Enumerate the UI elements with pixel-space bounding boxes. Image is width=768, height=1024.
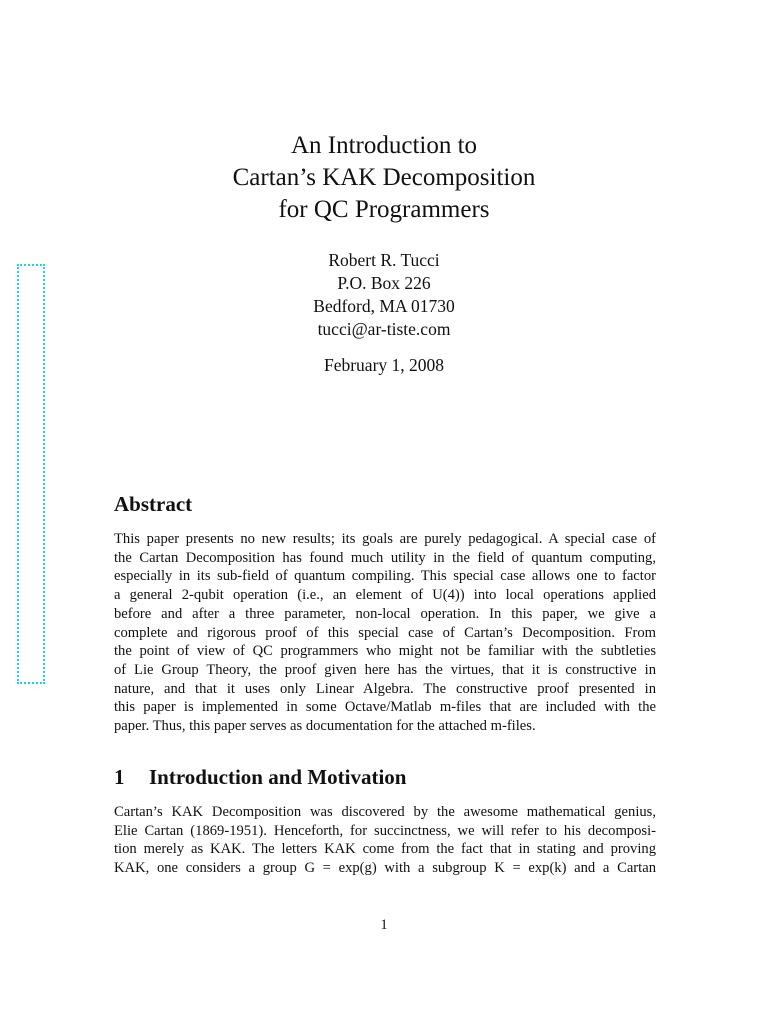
abstract-line: a general 2-qubit operation (i.e., an element of U(4)) into local operations applied (114, 587, 656, 604)
abstract-line: this paper is implemented in some Octave/Matlab m-files that are included with the (114, 699, 656, 716)
section-line: tion merely as KAK. The letters KAK come from the fact that in stating and proving (114, 841, 656, 858)
paper-date: February 1, 2008 (323, 355, 445, 375)
abstract-line: paper. Thus, this paper serves as documentation for the attached m-files. (114, 718, 536, 735)
author-block (0, 249, 768, 341)
section-line: KAK, one considers a group G = exp(g) with a subgroup K = exp(k) and a Cartan (114, 860, 656, 877)
title-line-3: for QC Programmers (278, 196, 490, 223)
abstract-line: of Lie Group Theory, the proof given here has the virtues, that it is constructive in (114, 661, 656, 678)
author-name: Robert R. Tucci (328, 250, 440, 270)
abstract-line: complete and rigorous proof of this special case of Cartan’s Decomposition. From (114, 624, 656, 641)
title-line-2: Cartan’s KAK Decomposition (232, 164, 536, 191)
abstract-line: the point of view of QC programmers who might not be familiar with the subtleties (114, 643, 656, 660)
abstract-line: This paper presents no new results; its goals are purely pedagogical. A special case of (114, 531, 656, 547)
abstract-heading: Abstract (114, 492, 193, 516)
author-address-2: Bedford, MA 01730 (313, 296, 455, 316)
section-line: Elie Cartan (1869-1951). Henceforth, for succinctness, we will refer to his decomposi- (114, 822, 656, 839)
page-number: 1 (380, 917, 388, 933)
section-title: Introduction and Motivation (149, 765, 407, 789)
title-line-1: An Introduction to (290, 132, 478, 159)
abstract-line: before and after a three parameter, non-local operation. In this paper, we give a (114, 605, 656, 622)
arxiv-stamp-box (17, 264, 45, 684)
abstract-body (114, 530, 656, 736)
author-email: tucci@ar-tiste.com (317, 319, 451, 339)
section-body (114, 803, 656, 878)
section-line: Cartan’s KAK Decomposition was discovered by the awesome mathematical genius, (114, 804, 656, 820)
author-address-1: P.O. Box 226 (337, 273, 431, 293)
abstract-line: nature, and that it uses only Linear Algebra. The constructive proof presented in (114, 680, 656, 697)
abstract-line: the Cartan Decomposition has found much utility in the field of quantum computing, (114, 549, 656, 566)
abstract-line: especially in its sub-field of quantum compiling. This special case allows one to factor (114, 568, 656, 585)
section-heading (114, 764, 407, 790)
section-number: 1 (114, 765, 125, 789)
paper-title (0, 130, 768, 226)
